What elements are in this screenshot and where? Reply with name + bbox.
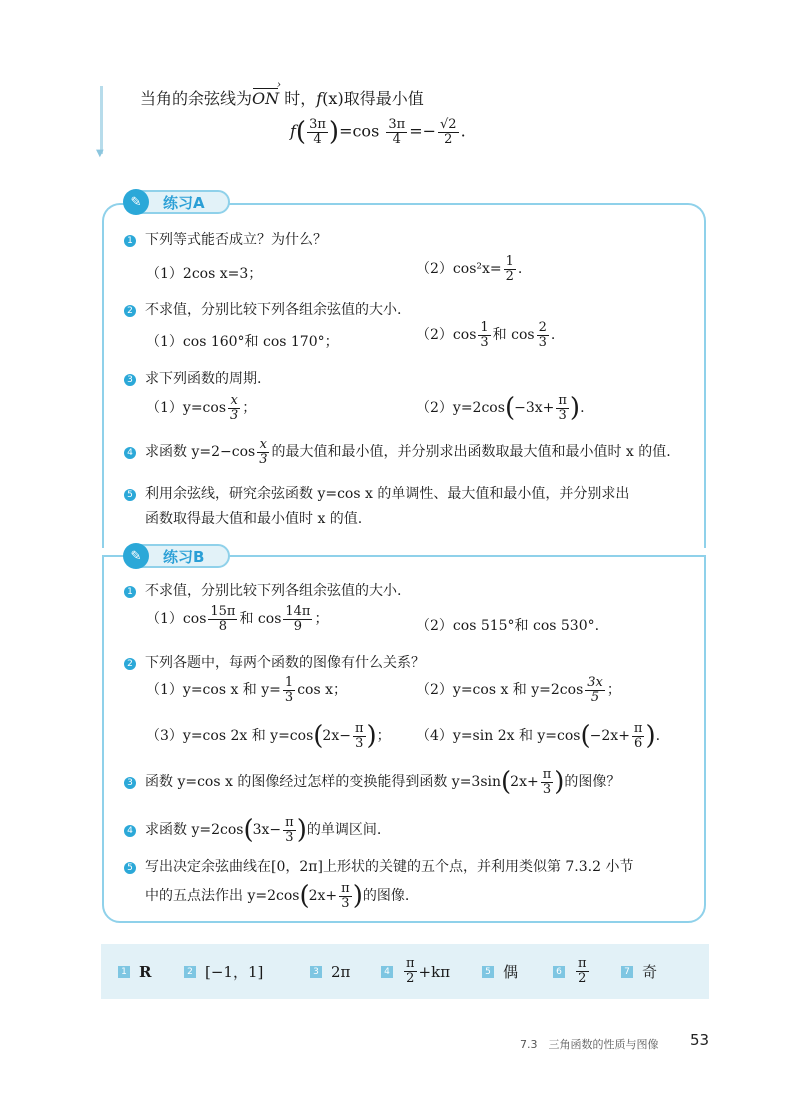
function-name: f xyxy=(290,121,296,141)
question-a2-part1 xyxy=(146,331,339,351)
part-label: （2） xyxy=(416,261,453,278)
question-a3 xyxy=(124,368,261,388)
denominator: 2 xyxy=(578,971,587,986)
question-text: 2x+ xyxy=(308,888,338,905)
practice-b-header xyxy=(124,544,230,568)
question-number: 3 xyxy=(124,374,136,386)
part-text: cos xyxy=(182,611,207,628)
denominator: 3 xyxy=(285,829,294,845)
denominator: 2 xyxy=(505,268,514,284)
paren: ( xyxy=(243,815,254,846)
answer-5 xyxy=(482,944,518,999)
answer-7 xyxy=(621,944,657,999)
denominator: 4 xyxy=(392,131,401,147)
question-a1-part2 xyxy=(416,255,522,283)
part-text: ； xyxy=(242,400,257,417)
answer-number: 3 xyxy=(310,966,322,978)
part-text: cos 160°和 cos 170°； xyxy=(182,334,339,350)
question-text: 的图像. xyxy=(362,888,410,905)
answer-number: 7 xyxy=(621,966,633,978)
min-value-formula xyxy=(290,118,466,146)
question-number: 3 xyxy=(124,777,136,789)
part-text: . xyxy=(517,261,523,278)
question-a2 xyxy=(124,299,401,319)
question-text: 下列各题中，每两个函数的图像有什么关系？ xyxy=(145,655,425,671)
paren: ( xyxy=(299,881,310,912)
part-text: ； xyxy=(376,728,391,745)
part-label: （2） xyxy=(416,400,453,417)
part-label: （1） xyxy=(146,400,183,417)
numerator: π xyxy=(542,767,552,782)
answer-text: +kπ xyxy=(418,962,451,981)
pencil-icon: ✎ xyxy=(123,189,149,215)
question-number: 4 xyxy=(124,447,136,459)
practice-a-title: 练习A xyxy=(163,193,205,212)
denominator: 6 xyxy=(634,735,643,751)
numerator: 1 xyxy=(505,254,514,269)
answer-4 xyxy=(381,944,450,999)
part-text: . xyxy=(655,728,661,745)
paren: ) xyxy=(554,767,565,798)
part-text: −2x+ xyxy=(589,728,630,745)
part-label: （1） xyxy=(146,266,183,282)
answer-2 xyxy=(184,944,263,999)
question-text: 写出决定余弦曲线在[0，2π]上形状的关键的五个点，并利用类似第 7.3.2 小节 xyxy=(145,859,634,875)
fraction xyxy=(632,722,645,750)
question-b2-part4 xyxy=(416,722,660,750)
part-text: y=2cos xyxy=(452,400,505,417)
paren: ) xyxy=(328,117,340,148)
numerator: π xyxy=(558,393,567,408)
fraction xyxy=(307,118,328,146)
denominator: 3 xyxy=(230,407,239,423)
denominator: 8 xyxy=(218,618,228,634)
fraction xyxy=(556,394,569,422)
part-text: 和 cos xyxy=(239,611,282,628)
answer-6 xyxy=(553,944,591,999)
answer-number: 4 xyxy=(381,966,393,978)
part-label: （2） xyxy=(416,327,453,344)
question-number: 2 xyxy=(124,305,136,317)
sentence-text: 取得最小值 xyxy=(343,89,424,108)
numerator: 1 xyxy=(284,675,294,690)
denominator: 3 xyxy=(341,895,350,911)
part-text: cos xyxy=(452,327,477,344)
fraction xyxy=(283,816,296,844)
question-b3 xyxy=(124,768,620,796)
answer-1 xyxy=(118,944,151,999)
formula-text: =cos xyxy=(339,121,380,141)
question-number: 2 xyxy=(124,658,136,670)
question-a1 xyxy=(124,229,327,249)
numerator: x xyxy=(257,438,269,453)
fraction xyxy=(208,605,237,633)
question-b4 xyxy=(124,816,381,844)
numerator: π xyxy=(578,956,587,972)
fraction xyxy=(504,255,516,283)
fraction xyxy=(438,118,459,146)
question-text: 下列等式能否成立？为什么？ xyxy=(145,232,327,248)
denominator: 3 xyxy=(558,407,567,423)
part-text: ； xyxy=(314,611,329,628)
fraction xyxy=(339,882,352,910)
part-text: y=cos x 和 y= xyxy=(182,682,281,699)
question-text: 的图像？ xyxy=(564,774,621,791)
part-text: cos 515°和 cos 530°. xyxy=(452,618,600,634)
side-note-bar xyxy=(100,86,103,154)
page-number: 53 xyxy=(690,1031,710,1049)
question-text: 中的五点法作出 y=2cos xyxy=(145,888,300,905)
part-text: cos x； xyxy=(297,682,347,699)
question-b1-part1 xyxy=(146,605,328,633)
numerator: 14π xyxy=(285,604,311,619)
answer-bar xyxy=(101,944,709,999)
formula-text: =− xyxy=(409,121,437,141)
question-b2-part2 xyxy=(416,676,621,704)
down-arrow-icon: ▼ xyxy=(96,148,104,159)
denominator: 3 xyxy=(355,735,364,751)
function-arg: (x) xyxy=(322,89,344,108)
answer-3 xyxy=(310,944,350,999)
part-text: . xyxy=(550,327,556,344)
fraction xyxy=(537,321,549,349)
question-b2 xyxy=(124,652,425,672)
function-name: f xyxy=(316,89,323,108)
answer-number: 1 xyxy=(118,966,130,978)
answer-text: [−1，1] xyxy=(205,963,264,981)
fraction xyxy=(228,394,240,422)
question-b2-part1 xyxy=(146,676,347,704)
question-text: 3x− xyxy=(252,822,282,839)
answer-text: 奇 xyxy=(642,963,658,981)
part-text: y=cos xyxy=(182,400,227,417)
part-label: （1） xyxy=(146,682,183,699)
fraction xyxy=(404,957,417,985)
question-b1 xyxy=(124,580,401,600)
question-text: 的单调区间. xyxy=(306,822,382,839)
answer-text: 2π xyxy=(331,962,351,981)
part-text: 2cos x=3； xyxy=(182,266,263,282)
paren: ) xyxy=(645,721,656,752)
numerator: π xyxy=(354,721,364,736)
question-b2-part3 xyxy=(146,722,391,750)
question-a5 xyxy=(124,483,629,503)
paren: ( xyxy=(501,767,512,798)
paren: ( xyxy=(504,393,516,424)
formula-text: . xyxy=(460,121,466,141)
fraction xyxy=(353,722,366,750)
practice-a-header xyxy=(124,190,230,214)
part-text: y=cos 2x 和 y=cos xyxy=(182,728,314,745)
question-text: 求函数 y=2cos xyxy=(145,822,244,839)
denominator: 3 xyxy=(542,781,552,797)
answer-text: R xyxy=(139,962,152,981)
numerator: π xyxy=(285,815,294,830)
part-text: y=sin 2x 和 y=cos xyxy=(452,728,581,745)
question-number: 1 xyxy=(124,235,136,247)
question-a3-part1 xyxy=(146,394,256,422)
question-b1-part2 xyxy=(416,615,599,635)
denominator: 9 xyxy=(293,618,303,634)
denominator: 2 xyxy=(444,131,453,147)
numerator: π xyxy=(633,721,643,736)
numerator: π xyxy=(341,881,350,896)
paren: ( xyxy=(295,117,307,148)
fraction xyxy=(478,321,490,349)
question-text: 求函数 y=2−cos xyxy=(145,444,256,461)
fraction xyxy=(257,438,269,466)
numerator: 3x xyxy=(587,675,603,690)
fraction xyxy=(541,768,554,796)
answer-number: 5 xyxy=(482,966,494,978)
part-label: （2） xyxy=(416,682,453,699)
question-a3-part2 xyxy=(416,394,585,422)
part-text: 2x− xyxy=(322,728,351,745)
practice-b-title: 练习B xyxy=(163,547,205,566)
part-text: −3x+ xyxy=(514,400,555,417)
question-b5 xyxy=(124,856,633,876)
question-number: 5 xyxy=(124,489,136,501)
question-a1-part1 xyxy=(146,263,262,283)
numerator: 2 xyxy=(538,320,547,335)
question-number: 5 xyxy=(124,862,136,874)
numerator: 3π xyxy=(309,117,326,132)
numerator: 15π xyxy=(210,604,236,619)
paren: ( xyxy=(313,721,324,752)
denominator: 3 xyxy=(538,334,547,350)
answer-number: 2 xyxy=(184,966,196,978)
sentence-text: 时， xyxy=(284,89,317,108)
part-label: （3） xyxy=(146,728,183,745)
question-text: 函数 y=cos x 的图像经过怎样的变换能得到函数 y=3sin xyxy=(145,774,502,791)
paren: ) xyxy=(296,815,307,846)
part-text: cos²x= xyxy=(452,261,502,278)
question-number: 1 xyxy=(124,586,136,598)
fraction xyxy=(386,118,407,146)
denominator: 2 xyxy=(406,971,415,986)
answer-text: 偶 xyxy=(503,963,519,981)
part-text: . xyxy=(580,400,585,417)
answer-number: 6 xyxy=(553,966,565,978)
denominator: 4 xyxy=(313,131,322,147)
numerator: 3π xyxy=(388,117,406,132)
numerator: x xyxy=(228,394,240,409)
fraction xyxy=(283,676,295,704)
question-b5-line2 xyxy=(145,882,409,910)
numerator: √2 xyxy=(440,117,457,132)
vector-on: ON › xyxy=(252,89,279,108)
question-a5-line2 xyxy=(145,508,362,528)
paren: ) xyxy=(569,393,581,424)
numerator: π xyxy=(406,956,415,972)
question-text: 不求值，分别比较下列各组余弦值的大小. xyxy=(145,583,402,599)
denominator: 3 xyxy=(259,451,268,467)
part-text: ； xyxy=(606,682,621,699)
question-text: 函数取得最大值和最小值时 x 的值. xyxy=(145,511,363,527)
numerator: 1 xyxy=(480,320,489,335)
min-value-sentence xyxy=(140,86,424,109)
part-label: （1） xyxy=(146,611,183,628)
question-number: 4 xyxy=(124,825,136,837)
part-label: （4） xyxy=(416,728,453,745)
denominator: 3 xyxy=(284,689,294,705)
fraction xyxy=(585,676,605,704)
fraction xyxy=(576,957,589,985)
question-text: 利用余弦线，研究余弦函数 y=cos x 的单调性、最大值和最小值，并分别求出 xyxy=(145,486,630,502)
part-text: y=cos x 和 y=2cos xyxy=(452,682,584,699)
question-text: 2x+ xyxy=(510,774,539,791)
paren: ( xyxy=(580,721,591,752)
sentence-text: 当角的余弦线为 xyxy=(140,89,253,108)
paren: ) xyxy=(352,881,363,912)
pencil-icon: ✎ xyxy=(123,543,149,569)
denominator: 3 xyxy=(480,334,489,350)
paren: ) xyxy=(366,721,377,752)
part-text: 和 cos xyxy=(492,327,535,344)
question-text: 不求值，分别比较下列各组余弦值的大小. xyxy=(145,302,402,318)
question-text: 求下列函数的周期. xyxy=(145,371,262,387)
part-label: （1） xyxy=(146,334,183,350)
section-footer: 7.3 三角函数的性质与图像 xyxy=(520,1038,659,1051)
fraction xyxy=(283,605,312,633)
denominator: 5 xyxy=(590,689,600,705)
question-text: 的最大值和最小值，并分别求出函数取最大值和最小值时 x 的值. xyxy=(271,444,671,461)
question-a2-part2 xyxy=(416,321,555,349)
part-label: （2） xyxy=(416,618,453,634)
question-a4 xyxy=(124,438,671,466)
